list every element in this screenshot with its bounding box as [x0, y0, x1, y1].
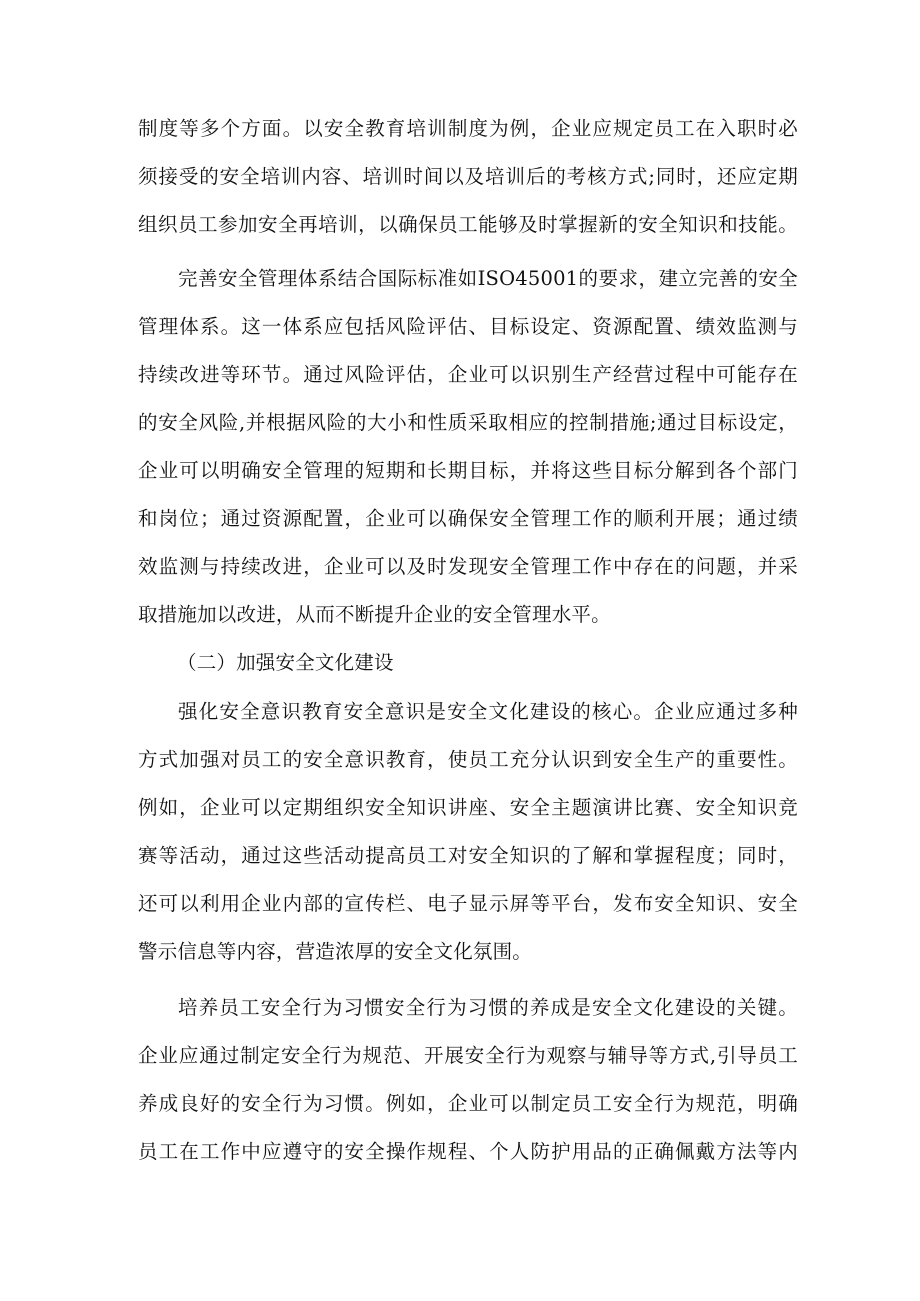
paragraph-line: 员工在工作中应遵守的安全操作规程、个人防护用品的正确佩戴方法等内	[138, 1140, 798, 1163]
paragraph-line: 警示信息等内容，营造浓厚的安全文化氛围。	[138, 940, 533, 963]
paragraph-line: 的安全风险,并根据风险的大小和性质采取相应的控制措施;通过目标设定，	[138, 411, 798, 434]
paragraph-line: 养成良好的安全行为习惯。例如，企业可以制定员工安全行为规范，明确	[138, 1092, 798, 1115]
paragraph-line: 还可以利用企业内部的宣传栏、电子显示屏等平台，发布安全知识、安全	[138, 892, 798, 915]
paragraph-line: 企业可以明确安全管理的短期和长期目标，并将这些目标分解到各个部门	[138, 459, 798, 482]
paragraph-line: 须接受的安全培训内容、培训时间以及培训后的考核方式;同时，还应定期	[138, 165, 798, 188]
paragraph-line: 例如，企业可以定期组织安全知识讲座、安全主题演讲比赛、安全知识竞	[138, 796, 798, 819]
paragraph-line: 强化安全意识教育安全意识是安全文化建设的核心。企业应通过多种	[178, 700, 798, 723]
paragraph-line: 培养员工安全行为习惯安全行为习惯的养成是安全文化建设的关键。	[178, 996, 798, 1019]
paragraph-line: 赛等活动，通过这些活动提高员工对安全知识的了解和掌握程度；同时，	[138, 844, 798, 867]
paragraph-line: 持续改进等环节。通过风险评估，企业可以识别生产经营过程中可能存在	[138, 363, 798, 386]
paragraph-line: 企业应通过制定安全行为规范、开展安全行为观察与辅导等方式,引导员工	[138, 1044, 798, 1067]
paragraph-line: 方式加强对员工的安全意识教育，使员工充分认识到安全生产的重要性。	[138, 748, 798, 771]
paragraph-line: 管理体系。这一体系应包括风险评估、目标设定、资源配置、绩效监测与	[138, 315, 798, 338]
section-heading: （二）加强安全文化建设	[177, 651, 394, 674]
paragraph-line: 完善安全管理体系结合国际标准如ISO45001的要求，建立完善的安全	[178, 267, 798, 290]
paragraph-line: 组织员工参加安全再培训，以确保员工能够及时掌握新的安全知识和技能。	[138, 213, 798, 236]
paragraph-line: 和岗位；通过资源配置，企业可以确保安全管理工作的顺利开展；通过绩	[138, 507, 798, 530]
paragraph-line: 效监测与持续改进，企业可以及时发现安全管理工作中存在的问题，并采	[138, 555, 798, 578]
paragraph-line: 取措施加以改进，从而不断提升企业的安全管理水平。	[138, 603, 611, 626]
paragraph-line: 制度等多个方面。以安全教育培训制度为例，企业应规定员工在入职时必	[138, 117, 798, 140]
